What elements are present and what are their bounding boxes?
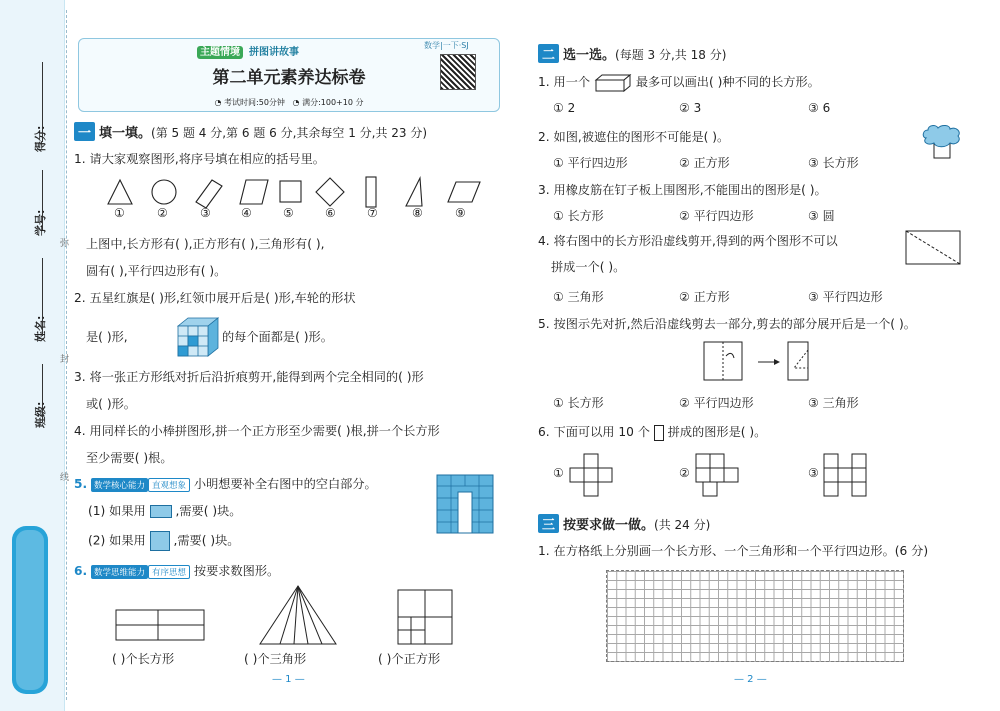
grade-label: 数学|一下·SJ bbox=[424, 41, 469, 50]
shape-label-7: ⑦ bbox=[367, 206, 378, 220]
s1-q4-line-a: 4. 用同样长的小棒拼图形,拼一个正方形至少需要( )根,拼一个长方形 bbox=[74, 424, 440, 438]
triangle-shape bbox=[108, 180, 132, 204]
shape-label-3: ③ bbox=[200, 206, 211, 220]
exam-header: 主题情境 拼图讲故事 第二单元素养达标卷 ◔ 考试时间:50分钟 ◔ 满分:100+10 分 bbox=[78, 38, 500, 112]
s1-q5-part-2: (2) 如果用 ,需要( )块。 bbox=[88, 531, 239, 551]
s1-q3-line-b: 或( )形。 bbox=[86, 397, 136, 411]
cut-rectangle-figure bbox=[904, 229, 962, 267]
qr-code[interactable] bbox=[440, 54, 476, 90]
name-label: 姓名: bbox=[34, 315, 47, 342]
name-line bbox=[42, 258, 44, 336]
parallelogram-shape bbox=[196, 180, 222, 208]
s2-q2-option-3[interactable]: ③ 长方形 bbox=[808, 156, 859, 170]
shape-label-9: ⑨ bbox=[455, 206, 466, 220]
parallelogram-shape bbox=[448, 182, 480, 202]
grid-paper[interactable] bbox=[606, 570, 904, 662]
s2-question-5: 5. 按图示先对折,然后沿虚线剪去一部分,剪去的部分展开后是一个( )。 bbox=[538, 317, 916, 331]
s1-question-5: 5. 数学核心能力 直观想象 小明想要补全右图中的空白部分。 bbox=[74, 477, 377, 491]
fold-line bbox=[66, 10, 67, 700]
square-tile-icon bbox=[150, 531, 170, 551]
s2-q1-option-3[interactable]: ③ 6 bbox=[808, 101, 831, 115]
square-shape bbox=[280, 181, 301, 202]
parallelogram-shape bbox=[240, 180, 268, 204]
s2-q3-option-2[interactable]: ② 平行四边形 bbox=[679, 209, 754, 223]
shape-label-6: ⑥ bbox=[325, 206, 336, 220]
page-number-1: — 1 — bbox=[272, 674, 305, 685]
s2-question-1: 1. 用一个 最多可以画出( )种不同的长方形。 bbox=[538, 73, 820, 92]
wall-fill-figure bbox=[436, 474, 496, 536]
section-1-heading: 一 填一填。(第 5 题 4 分,第 6 题 6 分,其余每空 1 分,共 23 分) bbox=[74, 122, 427, 141]
s2-q6-option-1[interactable]: ① bbox=[553, 466, 564, 480]
shape-label-4: ④ bbox=[241, 206, 252, 220]
triangle-shape bbox=[406, 178, 422, 206]
shape-label-2: ② bbox=[157, 206, 168, 220]
rubik-cube-figure bbox=[176, 316, 220, 358]
s2-q6-option-2[interactable]: ② bbox=[679, 466, 690, 480]
s2-question-3: 3. 用橡皮筋在钉子板上围图形,不能围出的图形是( )。 bbox=[538, 183, 827, 197]
s1-q3-line-a: 3. 将一张正方形纸对折后沿折痕剪开,能得到两个完全相同的( )形 bbox=[74, 370, 424, 384]
section-3-heading: 三 按要求做一做。(共 24 分) bbox=[538, 514, 710, 533]
stick-icon bbox=[654, 425, 664, 441]
s2-q3-option-3[interactable]: ③ 圆 bbox=[808, 209, 835, 223]
s2-q1-option-1[interactable]: ① 2 bbox=[553, 101, 576, 115]
s3-question-1: 1. 在方格纸上分别画一个长方形、一个三角形和一个平行四边形。(6 分) bbox=[538, 544, 929, 558]
seal-char-1: 弥 bbox=[60, 239, 70, 249]
binding-strip bbox=[0, 0, 70, 711]
exam-time: 考试时间:50分钟 bbox=[224, 98, 285, 107]
rectangle-shape bbox=[366, 177, 376, 207]
circle-shape bbox=[152, 180, 176, 204]
class-line bbox=[42, 364, 44, 422]
count-figures bbox=[112, 582, 492, 648]
exam-title: 第二单元素养达标卷 bbox=[212, 68, 366, 88]
seal-char-3: 线 bbox=[60, 473, 70, 483]
brand-logo bbox=[6, 520, 54, 700]
skill-tag: 直观想象 bbox=[148, 478, 190, 492]
student-number-line bbox=[42, 170, 44, 230]
s2-q4-line-a: 4. 将右图中的长方形沿虚线剪开,得到的两个图形不可以 bbox=[538, 234, 838, 248]
s1-q6-answer-1: ( )个长方形 bbox=[112, 652, 175, 666]
s2-q4-line-b: 拼成一个( )。 bbox=[551, 260, 626, 274]
theme-subtitle: 拼图讲故事 bbox=[249, 47, 299, 58]
s2-q4-option-1[interactable]: ① 三角形 bbox=[553, 290, 604, 304]
cuboid-icon bbox=[594, 74, 632, 92]
shape-label-1: ① bbox=[114, 206, 125, 220]
s2-q5-option-3[interactable]: ③ 三角形 bbox=[808, 396, 859, 410]
score-line bbox=[42, 62, 44, 142]
s1-q5-part-1: (1) 如果用 ,需要( )块。 bbox=[88, 504, 242, 518]
s1-q1-line-a: 上图中,长方形有( ),正方形有( ),三角形有( ), bbox=[86, 237, 325, 251]
s1-q1-line-b: 圆有( ),平行四边形有( )。 bbox=[86, 264, 227, 278]
s1-q4-line-b: 至少需要( )根。 bbox=[86, 451, 173, 465]
section-2-heading: 二 选一选。(每题 3 分,共 18 分) bbox=[538, 44, 726, 63]
s1-q2-line-b: 是( )形, bbox=[86, 330, 128, 344]
skill-tag: 有序思想 bbox=[148, 565, 190, 579]
shape-label-8: ⑧ bbox=[412, 206, 423, 220]
s2-q3-option-1[interactable]: ① 长方形 bbox=[553, 209, 604, 223]
theme-tag: 主题情境 bbox=[197, 46, 243, 59]
s2-q5-option-1[interactable]: ① 长方形 bbox=[553, 396, 604, 410]
s2-question-2: 2. 如图,被遮住的图形不可能是( )。 bbox=[538, 130, 730, 144]
covered-shape-figure bbox=[920, 124, 964, 160]
stick-shape-figures bbox=[568, 452, 868, 498]
s1-q2-line-c: 的每个面都是( )形。 bbox=[222, 330, 333, 344]
score-label: 得分: bbox=[34, 125, 47, 152]
s2-q4-option-3[interactable]: ③ 平行四边形 bbox=[808, 290, 883, 304]
fold-cut-figure bbox=[702, 340, 812, 384]
s2-q2-option-2[interactable]: ② 正方形 bbox=[679, 156, 730, 170]
s2-q2-option-1[interactable]: ① 平行四边形 bbox=[553, 156, 628, 170]
seal-char-2: 封 bbox=[60, 355, 70, 365]
s2-q1-option-2[interactable]: ② 3 bbox=[679, 101, 702, 115]
s2-q4-option-2[interactable]: ② 正方形 bbox=[679, 290, 730, 304]
s2-q6-option-3[interactable]: ③ bbox=[808, 466, 819, 480]
ability-tag: 数学核心能力 bbox=[91, 478, 148, 492]
triangle-count-figure bbox=[260, 586, 336, 644]
shape-label-5: ⑤ bbox=[283, 206, 294, 220]
exam-full-score: 满分:100+10 分 bbox=[302, 98, 364, 107]
page-number-2: — 2 — bbox=[734, 674, 767, 685]
s2-question-6: 6. 下面可以用 10 个 拼成的图形是( )。 bbox=[538, 425, 767, 439]
s1-question-1: 1. 请大家观察图形,将序号填在相应的括号里。 bbox=[74, 152, 325, 166]
s1-question-6: 6. 数学思维能力 有序思想 按要求数图形。 bbox=[74, 564, 280, 578]
s1-q6-answer-3: ( )个正方形 bbox=[378, 652, 441, 666]
class-label: 班级: bbox=[34, 401, 47, 428]
s1-q2-line-a: 2. 五星红旗是( )形,红领巾展开后是( )形,车轮的形状 bbox=[74, 291, 356, 305]
ability-tag: 数学思维能力 bbox=[91, 565, 148, 579]
s2-q5-option-2[interactable]: ② 平行四边形 bbox=[679, 396, 754, 410]
long-tile-icon bbox=[150, 505, 172, 518]
s1-q6-answer-2: ( )个三角形 bbox=[244, 652, 307, 666]
student-number-label: 学号: bbox=[34, 209, 47, 236]
square-shape bbox=[316, 178, 344, 206]
